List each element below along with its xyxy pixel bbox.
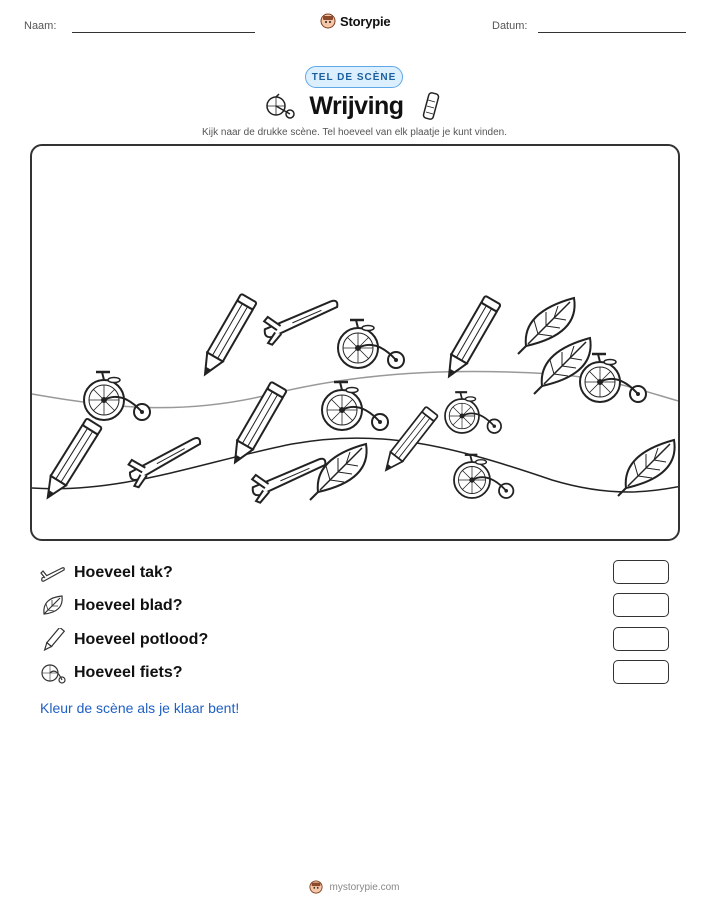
pencil-item[interactable] xyxy=(40,418,102,502)
question-text: Hoeveel blad? xyxy=(74,597,183,614)
counting-scene[interactable] xyxy=(30,144,680,541)
title-row xyxy=(0,91,709,121)
question-leaf xyxy=(40,593,182,619)
page-title: Wrijving xyxy=(309,91,404,120)
footer-url[interactable]: mystorypie.com xyxy=(329,881,400,893)
leaf-item[interactable] xyxy=(310,444,367,500)
date-line[interactable] xyxy=(538,32,686,33)
leaf-item[interactable] xyxy=(618,440,675,496)
branch-item[interactable] xyxy=(263,300,341,345)
name-label: Naam: xyxy=(24,20,57,32)
answer-box-bicycle[interactable] xyxy=(613,660,669,684)
brand-logo xyxy=(320,13,390,29)
answer-box-leaf[interactable] xyxy=(613,593,669,617)
bicycle-icon xyxy=(265,92,295,120)
question-text: Hoeveel potlood? xyxy=(74,631,209,648)
branch-item[interactable] xyxy=(251,458,329,503)
question-bicycle xyxy=(40,660,182,686)
leaf-icon xyxy=(40,594,66,618)
branch-item[interactable] xyxy=(126,437,206,488)
pencil-icon xyxy=(40,628,66,652)
question-text: Hoeveel tak? xyxy=(74,564,173,581)
name-line[interactable] xyxy=(72,32,255,33)
bicycle-item[interactable] xyxy=(338,320,404,368)
question-text: Hoeveel fiets? xyxy=(74,664,183,681)
activity-badge: TEL DE SCÈNE xyxy=(305,66,403,88)
pencil-item[interactable] xyxy=(380,406,438,474)
bicycle-item[interactable] xyxy=(322,382,388,430)
question-branch xyxy=(40,560,173,586)
bicycle-item[interactable] xyxy=(580,354,646,402)
coloring-note: Kleur de scène als je klaar bent! xyxy=(40,700,240,716)
pencil-item[interactable] xyxy=(197,294,257,379)
pencil-item[interactable] xyxy=(227,382,287,467)
date-label: Datum: xyxy=(492,20,528,32)
brand-name: Storypie xyxy=(340,13,391,29)
storypie-logo-icon xyxy=(320,13,336,29)
instructions: Kijk naar de drukke scène. Tel hoeveel van elk plaatje je kunt vinden. xyxy=(201,127,507,138)
branch-icon xyxy=(418,91,444,121)
footer xyxy=(0,880,709,894)
bicycle-item[interactable] xyxy=(445,392,501,433)
bicycle-icon xyxy=(40,661,66,685)
leaf-item[interactable] xyxy=(518,298,575,354)
answer-box-branch[interactable] xyxy=(613,560,669,584)
bicycle-item[interactable] xyxy=(454,455,513,498)
branch-icon xyxy=(40,562,66,584)
answer-box-pencil[interactable] xyxy=(613,627,669,651)
storypie-logo-icon xyxy=(309,880,323,894)
bicycle-item[interactable] xyxy=(84,372,150,420)
pencil-item[interactable] xyxy=(441,296,501,381)
question-pencil xyxy=(40,627,208,653)
